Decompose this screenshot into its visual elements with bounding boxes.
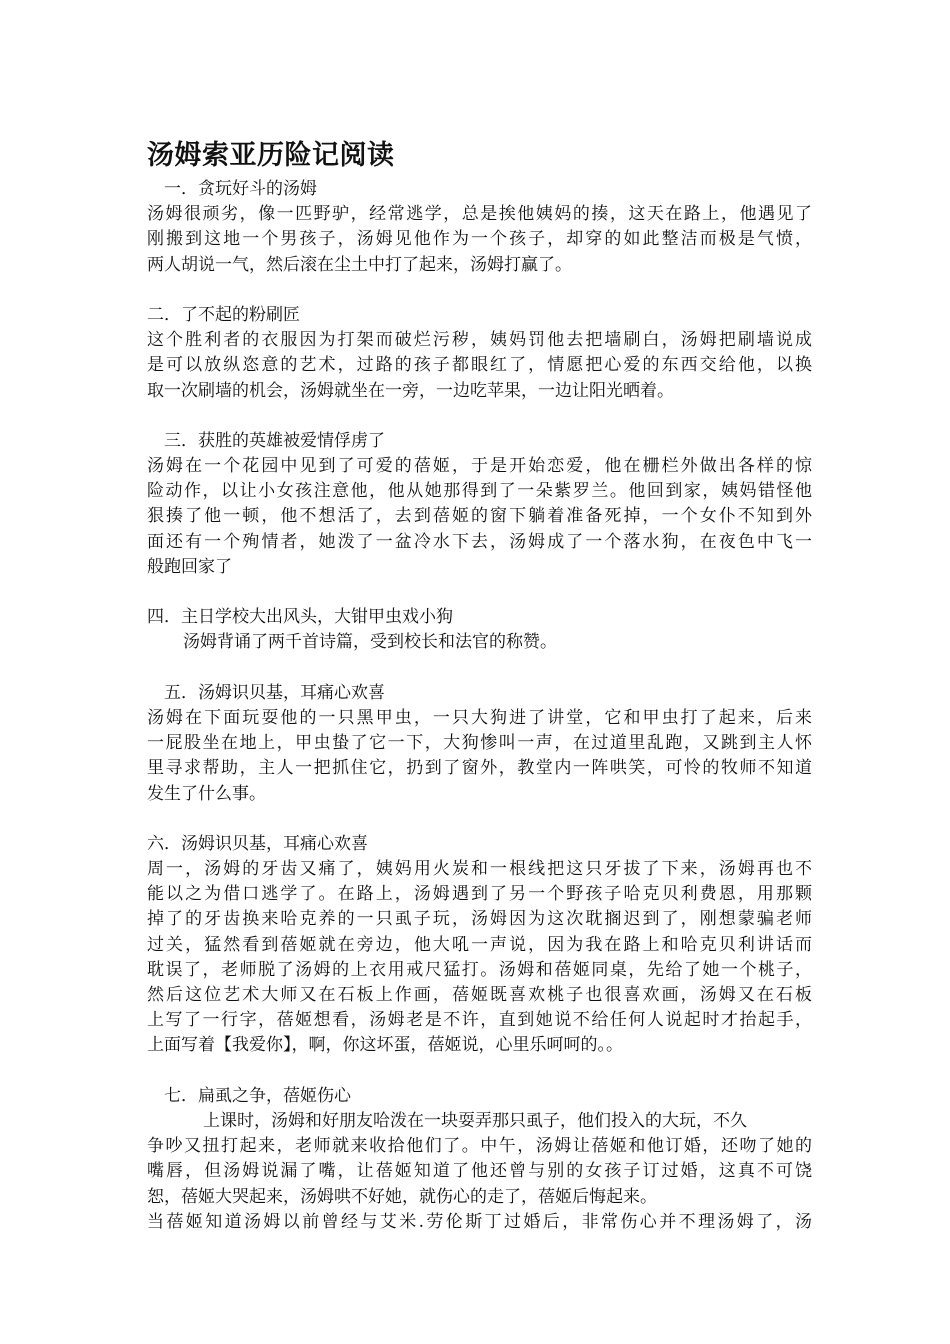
paragraph-line: 能以之为借口逃学了。在路上，汤姆遇到了另一个野孩子哈克贝利费恩，用那颗	[147, 884, 812, 905]
blank-line	[147, 404, 812, 429]
paragraph-line: 汤姆背诵了两千首诗篇，受到校长和法官的称赞。	[183, 632, 557, 653]
blank-line	[147, 807, 812, 832]
section-heading: 三．获胜的英雄被爱情俘虏了	[164, 430, 385, 451]
blank-line	[147, 580, 812, 605]
paragraph-line: 过关，猛然看到蓓姬就在旁边，他大吼一声说，因为我在路上和哈克贝利讲话而	[147, 934, 812, 955]
section-heading: 四．主日学校大出风头，大钳甲虫戏小狗	[147, 607, 453, 628]
blank-line	[147, 278, 812, 303]
paragraph-line: 是可以放纵恣意的艺术，过路的孩子都眼红了，情愿把心爱的东西交给他，以换	[147, 355, 812, 376]
paragraph-line: 上面写着【我爱你】，啊，你这坏蛋，蓓姬说，心里乐呵呵的。。	[147, 1035, 623, 1056]
paragraph-line: 取一次刷墙的机会，汤姆就坐在一旁，一边吃苹果，一边让阳光晒着。	[147, 380, 674, 401]
section-heading: 六．汤姆识贝基，耳痛心欢喜	[147, 833, 368, 854]
paragraph-line: 发生了什么事。	[147, 783, 266, 804]
section-heading: 一．贪玩好斗的汤姆	[164, 179, 317, 199]
paragraph-line: 两人胡说一气，然后滚在尘土中打了起来，汤姆打赢了。	[147, 254, 572, 275]
section-heading: 五．汤姆识贝基，耳痛心欢喜	[164, 682, 385, 703]
document-title: 汤姆索亚历险记阅读	[147, 140, 395, 171]
section-heading: 七．扁虱之争，蓓姬伤心	[164, 1085, 351, 1106]
paragraph-line: 耽误了，老师脱了汤姆的上衣用戒尺猛打。汤姆和蓓姬同桌，先给了她一个桃子，	[147, 959, 812, 980]
paragraph-line: 然后这位艺术大师又在石板上作画，蓓姬既喜欢桃子也很喜欢画，汤姆又在石板	[147, 985, 812, 1005]
paragraph-line: 上写了一行字，蓓姬想看，汤姆老是不许，直到她说不给任何人说起时才抬起手，	[147, 1010, 812, 1031]
paragraph-line: 般跑回家了	[147, 556, 232, 577]
paragraph-line: 汤姆很顽劣，像一匹野驴，经常逃学，总是挨他姨妈的揍，这天在路上，他遇见了	[147, 204, 812, 225]
paragraph-line: 刚搬到这地一个男孩子，汤姆见他作为一个孩子，却穿的如此整洁而极是气愤，	[147, 229, 812, 250]
paragraph-line: 争吵又扭打起来，老师就来收拾他们了。中午，汤姆让蓓姬和他订婚，还吻了她的	[147, 1136, 812, 1157]
section-heading: 二．了不起的粉刷匠	[147, 304, 300, 325]
paragraph-line: 恕，蓓姬大哭起来，汤姆哄不好她，就伤心的走了，蓓姬后悔起来。	[147, 1186, 657, 1207]
paragraph-line: 掉了的牙齿换来哈克养的一只虱子玩，汤姆因为这次耽搁迟到了，刚想蒙骗老师	[147, 909, 812, 930]
paragraph-line: 汤姆在一个花园中见到了可爱的蓓姬，于是开始恋爱，他在栅栏外做出各样的惊	[147, 456, 812, 477]
paragraph-line: 嘴唇，但汤姆说漏了嘴，让蓓姬知道了他还曾与别的女孩子订过婚，这真不可饶	[147, 1161, 812, 1182]
blank-line	[147, 656, 812, 681]
paragraph-line: 周一，汤姆的牙齿又痛了，姨妈用火炭和一根线把这只牙拔了下来，汤姆再也不	[147, 859, 812, 880]
paragraph-line: 一屁股坐在地上，甲虫蛰了它一下，大狗惨叫一声，在过道里乱跑，又跳到主人怀	[147, 733, 812, 754]
paragraph-line: 汤姆在下面玩耍他的一只黑甲虫，一只大狗进了讲堂，它和甲虫打了起来，后来	[147, 707, 812, 728]
document-body	[147, 177, 812, 1235]
paragraph-line: 这个胜利者的衣服因为打架而破烂污秽，姨妈罚他去把墙刷白，汤姆把刷墙说成	[147, 330, 812, 351]
paragraph-line: 里寻求帮助，主人一把抓住它，扔到了窗外，教堂内一阵哄笑，可怜的牧师不知道	[147, 758, 812, 779]
paragraph-line: 险动作，以让小女孩注意他，他从她那得到了一朵紫罗兰。他回到家，姨妈错怪他	[147, 481, 812, 502]
paragraph-line: 狠揍了他一顿，他不想活了，去到蓓姬的窗下躺着准备死掉，一个女仆不知到外	[147, 506, 812, 527]
blank-line	[147, 1059, 812, 1084]
paragraph-line: 面还有一个殉情者，她泼了一盆冷水下去，汤姆成了一个落水狗，在夜色中飞一	[147, 531, 812, 552]
paragraph-line: 上课时，汤姆和好朋友哈泼在一块耍弄那只虱子，他们投入的大玩，不久	[203, 1110, 747, 1131]
paragraph-line: 当蓓姬知道汤姆以前曾经与艾米.劳伦斯丁过婚后，非常伤心并不理汤姆了，汤	[147, 1211, 812, 1232]
